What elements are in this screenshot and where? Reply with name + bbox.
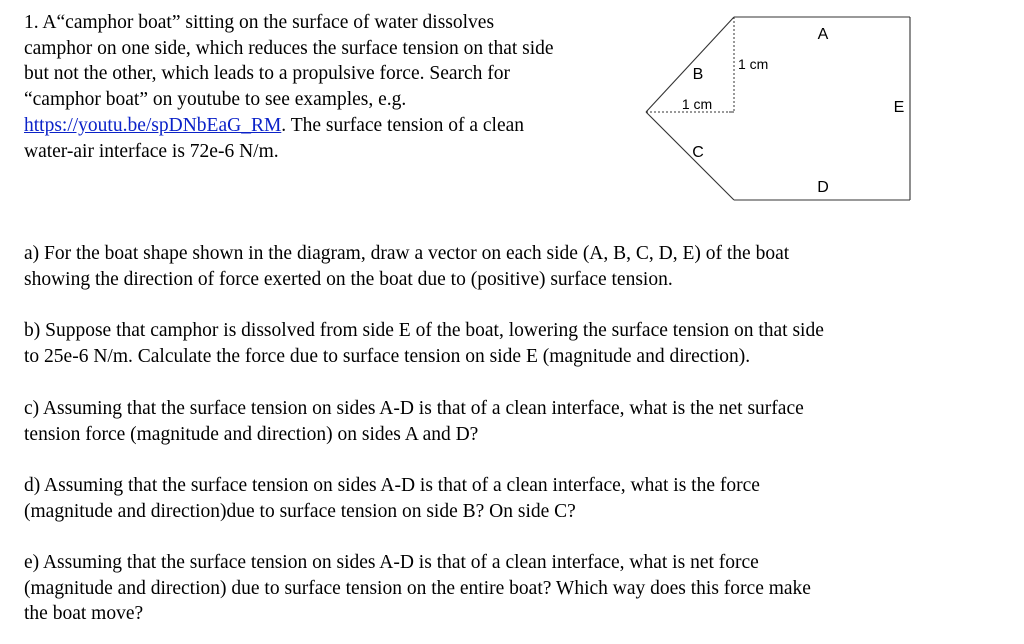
question-line: d) Assuming that the surface tension on sides A-D is that of a clean interface, what is the force [24, 475, 760, 496]
question-e [24, 550, 811, 627]
question-line: e) Assuming that the surface tension on sides A-D is that of a clean interface, what is net force [24, 552, 759, 573]
question-line: showing the direction of force exerted on the boat due to (positive) surface tension. [24, 268, 673, 290]
label-a: A [817, 26, 829, 43]
youtube-link[interactable]: https://youtu.be/spDNbEaG_RM [24, 114, 282, 136]
intro-line: camphor on one side, which reduces the surface tension on that side [24, 37, 554, 59]
intro-link-suffix: . The surface tension of a clean [281, 114, 525, 136]
question-line: the boat move? [24, 603, 144, 625]
question-a [24, 241, 789, 292]
label-d: D [817, 179, 829, 196]
intro-line: but not the other, which leads to a propulsive force. Search for [24, 63, 511, 85]
label-dim-horizontal: 1 cm [681, 96, 713, 112]
question-line: c) Assuming that the surface tension on sides A-D is that of a clean interface, what is the net surface [24, 398, 804, 419]
question-line: (magnitude and direction) due to surface tension on the entire boat? Which way does this force make [24, 577, 811, 599]
question-line: (magnitude and direction)due to surface tension on side B? On side C? [24, 500, 576, 522]
intro-line [24, 113, 644, 139]
question-line: tension force (magnitude and direction) on sides A and D? [24, 423, 479, 445]
question-line: b) Suppose that camphor is dissolved from side E of the boat, lowering the surface tension on that side [24, 320, 824, 341]
question-d [24, 473, 760, 524]
boat-diagram [640, 12, 920, 208]
intro-line: water-air interface is 72e-6 N/m. [24, 140, 279, 162]
question-line: to 25e-6 N/m. Calculate the force due to surface tension on side E (magnitude and direction). [24, 345, 751, 367]
label-e: E [893, 99, 905, 116]
question-b [24, 318, 824, 369]
question-line: a) For the boat shape shown in the diagram, draw a vector on each side (A, B, C, D, E) of the boat [24, 243, 790, 264]
boat-shape-svg [640, 12, 920, 208]
label-c: C [692, 144, 704, 161]
intro-line: 1. A“camphor boat” sitting on the surface of water dissolves [24, 12, 495, 33]
problem-intro [24, 10, 644, 164]
question-c [24, 396, 804, 447]
label-dim-vertical: 1 cm [738, 56, 769, 72]
intro-line: “camphor boat” on youtube to see examples, e.g. [24, 89, 407, 111]
boat-side-c [646, 112, 734, 200]
label-b: B [692, 66, 704, 83]
